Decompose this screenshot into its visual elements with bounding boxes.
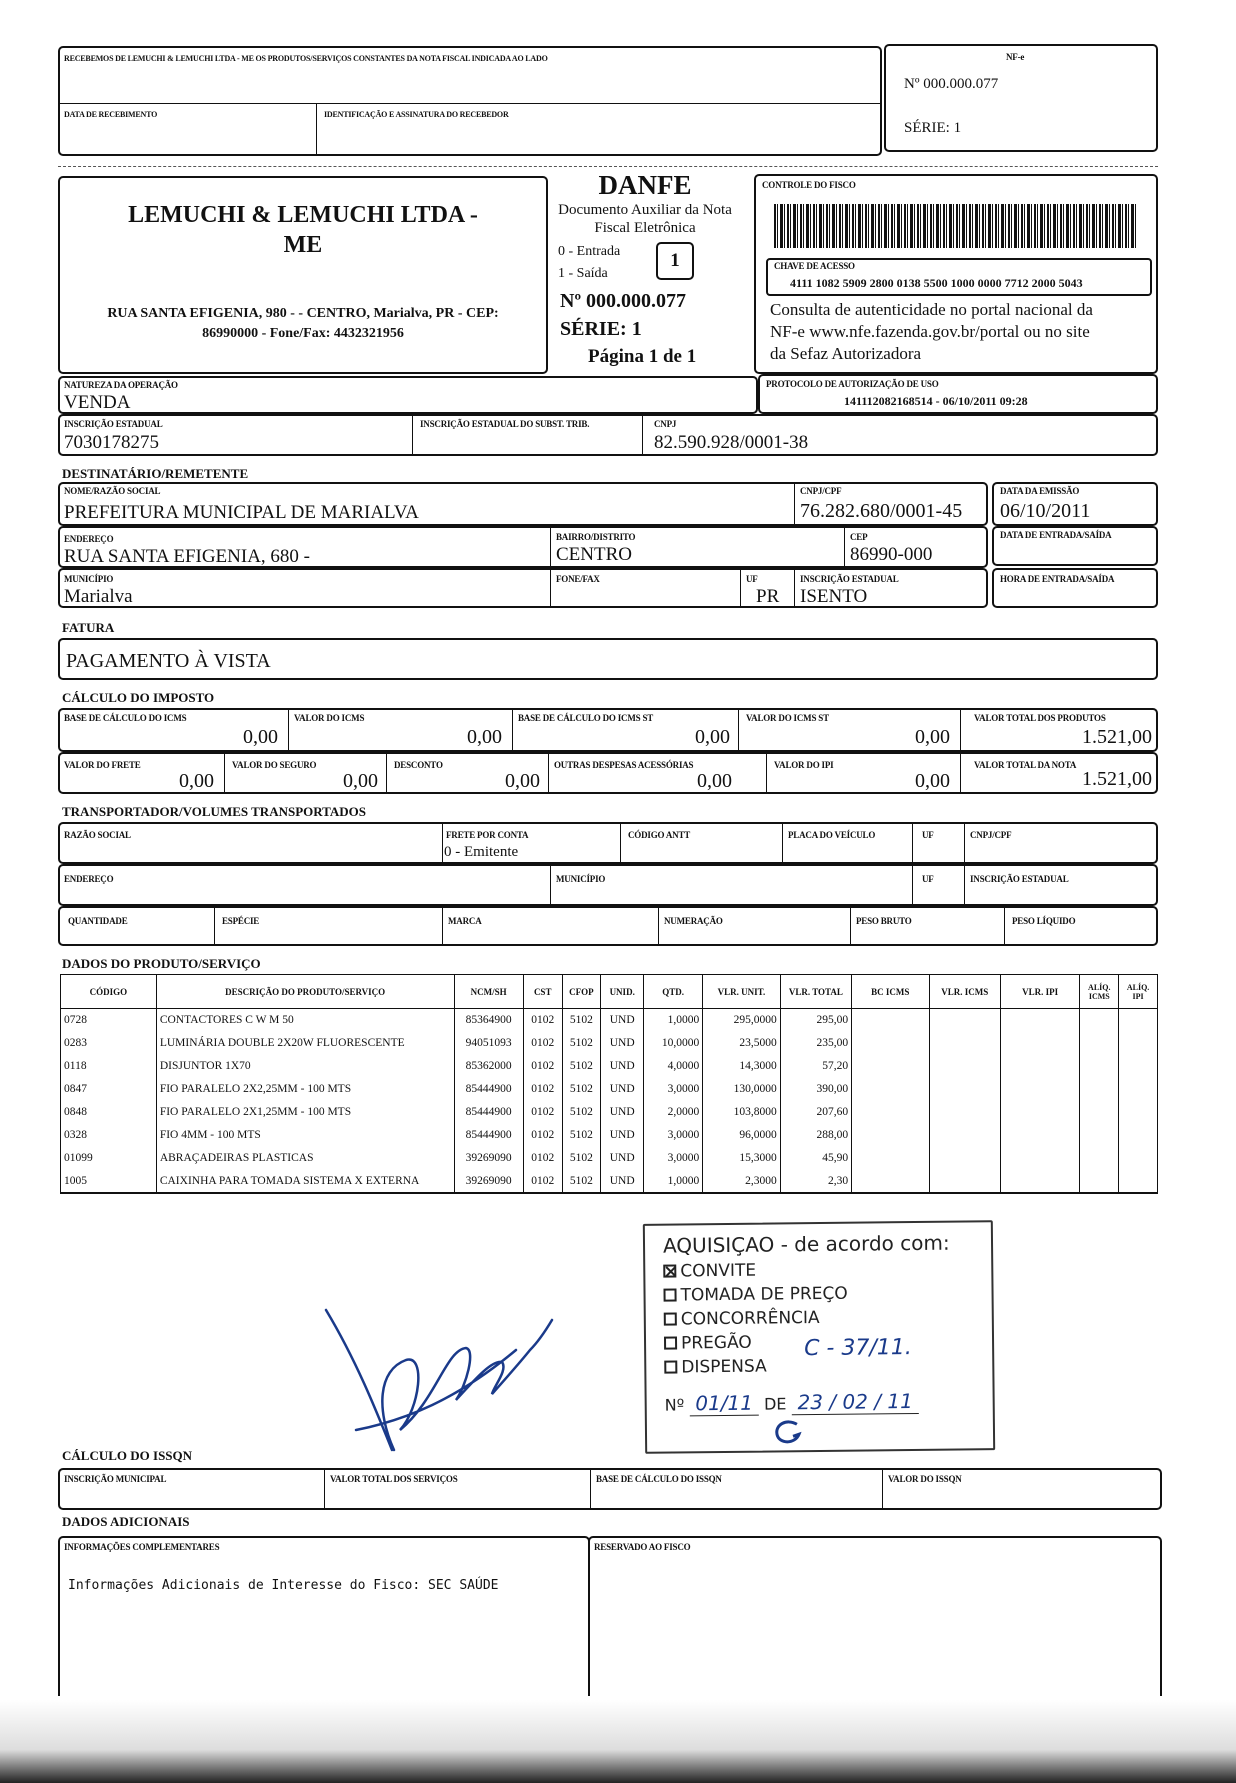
recipient-cep-label: CEP bbox=[850, 532, 868, 542]
checkbox-icon bbox=[664, 1360, 677, 1373]
receipt-stub bbox=[58, 46, 882, 156]
products-table bbox=[60, 974, 1158, 1194]
receipt-nfe-label: NF-e bbox=[1006, 52, 1025, 62]
receipt-nfe-box bbox=[884, 44, 1158, 152]
col-unit-price: VLR. UNIT. bbox=[703, 975, 780, 1009]
cell-unit: UND bbox=[601, 1170, 644, 1193]
cell-empty bbox=[929, 1170, 1000, 1193]
cell-empty bbox=[852, 1147, 929, 1170]
cell-total: 2,30 bbox=[780, 1170, 851, 1193]
cell-empty bbox=[929, 1124, 1000, 1147]
icms-st-label: VALOR DO ICMS ST bbox=[746, 713, 829, 723]
checkbox-icon bbox=[663, 1288, 676, 1301]
cell-total: 57,20 bbox=[780, 1055, 851, 1078]
base-st: 0,00 bbox=[695, 726, 730, 748]
issuer-name-line2: ME bbox=[283, 232, 323, 258]
products-header-row bbox=[61, 975, 1158, 1009]
transport-row2 bbox=[58, 864, 1158, 906]
cell-ncm: 85362000 bbox=[454, 1055, 523, 1078]
qty-label: QUANTIDADE bbox=[68, 916, 128, 926]
cell-total: 288,00 bbox=[780, 1124, 851, 1147]
nature-box bbox=[58, 376, 758, 414]
cell-qty: 10,0000 bbox=[644, 1032, 703, 1055]
nature-value: VENDA bbox=[64, 392, 131, 413]
base-icms: 0,00 bbox=[243, 726, 278, 748]
cell-qty: 1,0000 bbox=[644, 1009, 703, 1032]
issuer-address-line1: RUA SANTA EFIGENIA, 980 - - CENTRO, Marialva, PR - CEP: bbox=[107, 306, 499, 321]
cell-empty bbox=[929, 1055, 1000, 1078]
numbering-label: NUMERAÇÃO bbox=[664, 916, 723, 926]
base-icms-label: BASE DE CÁLCULO DO ICMS bbox=[64, 713, 187, 723]
freight-by-label: FRETE POR CONTA bbox=[446, 830, 529, 840]
recipient-name: PREFEITURA MUNICIPAL DE MARIALVA bbox=[64, 502, 419, 523]
discount: 0,00 bbox=[505, 770, 540, 792]
cell-qty: 1,0000 bbox=[644, 1170, 703, 1193]
recipient-name-label: NOME/RAZÃO SOCIAL bbox=[64, 486, 161, 496]
cell-empty bbox=[1119, 1101, 1158, 1124]
issuer-box bbox=[58, 176, 548, 374]
carrier-city-label: MUNICÍPIO bbox=[556, 874, 606, 884]
invoice-box bbox=[58, 638, 1158, 680]
nature-label: NATUREZA DA OPERAÇÃO bbox=[64, 380, 178, 390]
products-section-title: DADOS DO PRODUTO/SERVIÇO bbox=[62, 956, 261, 971]
table-row bbox=[61, 1170, 1158, 1193]
danfe-title-block bbox=[550, 170, 750, 376]
receipt-series: SÉRIE: 1 bbox=[904, 120, 962, 136]
cell-total: 45,90 bbox=[780, 1147, 851, 1170]
freight-by: 0 - Emitente bbox=[444, 844, 519, 860]
cell-cfop: 5102 bbox=[562, 1101, 601, 1124]
cell-unit: UND bbox=[601, 1032, 644, 1055]
total-label: VALOR TOTAL DA NOTA bbox=[974, 760, 1077, 770]
consult-line1: Consulta de autenticidade no portal nacional da bbox=[770, 300, 1093, 319]
cell-empty bbox=[852, 1170, 929, 1193]
cell-empty bbox=[1080, 1170, 1119, 1193]
recipient-issue-box bbox=[992, 482, 1158, 526]
products-total: 1.521,00 bbox=[1082, 726, 1152, 748]
fiscal-control-label: CONTROLE DO FISCO bbox=[762, 180, 856, 190]
barcode-image bbox=[774, 204, 1136, 248]
page-edge-shadow bbox=[0, 1700, 1236, 1783]
cell-unit-price: 130,0000 bbox=[703, 1078, 780, 1101]
cell-total: 295,00 bbox=[780, 1009, 851, 1032]
cell-total: 235,00 bbox=[780, 1032, 851, 1055]
issuer-name-line1: LEMUCHI & LEMUCHI LTDA - bbox=[128, 202, 478, 228]
checked-box-icon bbox=[663, 1264, 676, 1277]
stamp-option-convite: CONVITE bbox=[663, 1261, 756, 1282]
reserved-box bbox=[588, 1536, 1162, 1696]
recipient-phone-label: FONE/FAX bbox=[556, 574, 600, 584]
danfe-title: DANFE bbox=[598, 170, 692, 200]
brand-label: MARCA bbox=[448, 916, 482, 926]
stamp-title: AQUISIÇAO - de acordo com: bbox=[662, 1230, 950, 1258]
cell-unit: UND bbox=[601, 1009, 644, 1032]
recipient-city-label: MUNICÍPIO bbox=[64, 574, 114, 584]
protocol-value: 141112082168514 - 06/10/2011 09:28 bbox=[844, 394, 1028, 408]
cell-empty bbox=[1080, 1009, 1119, 1032]
carrier-uf-label: UF bbox=[922, 830, 934, 840]
cell-description: DISJUNTOR 1X70 bbox=[156, 1055, 454, 1078]
transport-row3 bbox=[58, 906, 1158, 946]
cell-cst: 0102 bbox=[523, 1078, 562, 1101]
cell-description: FIO PARALELO 2X2,25MM - 100 MTS bbox=[156, 1078, 454, 1101]
stamp-option-dispensa: DISPENSA bbox=[664, 1357, 767, 1378]
checkbox-icon bbox=[664, 1312, 677, 1325]
col-aliq-icms: ALÍQ. ICMS bbox=[1080, 975, 1119, 1009]
ie-value: 7030178275 bbox=[64, 432, 159, 453]
cell-empty bbox=[1119, 1078, 1158, 1101]
table-row bbox=[61, 1101, 1158, 1124]
cell-empty bbox=[929, 1147, 1000, 1170]
cell-empty bbox=[1000, 1078, 1080, 1101]
stamp-number-line: Nº 01/11 DE 23 / 02 / 11 bbox=[665, 1389, 919, 1416]
tax-row1 bbox=[58, 708, 1158, 752]
stamp-option-pregao: PREGÃO bbox=[664, 1333, 752, 1354]
cell-qty: 3,0000 bbox=[644, 1147, 703, 1170]
danfe-type-value: 1 bbox=[670, 250, 680, 271]
protocol-box bbox=[758, 374, 1158, 414]
cell-qty: 2,0000 bbox=[644, 1101, 703, 1124]
cell-empty bbox=[1119, 1055, 1158, 1078]
stamp-number: 01/11 bbox=[689, 1391, 759, 1417]
cell-cfop: 5102 bbox=[562, 1009, 601, 1032]
cell-cfop: 5102 bbox=[562, 1055, 601, 1078]
col-bc-icms: BC ICMS bbox=[852, 975, 929, 1009]
signature-mark bbox=[316, 1290, 556, 1460]
cell-total: 390,00 bbox=[780, 1078, 851, 1101]
total: 1.521,00 bbox=[1082, 768, 1152, 790]
insurance-label: VALOR DO SEGURO bbox=[232, 760, 317, 770]
cell-ncm: 39269090 bbox=[454, 1170, 523, 1193]
recipient-time-box bbox=[992, 568, 1158, 608]
issqn-base-label: BASE DE CÁLCULO DO ISSQN bbox=[596, 1474, 722, 1484]
cell-description: LUMINÁRIA DOUBLE 2X20W FLUORESCENTE bbox=[156, 1032, 454, 1055]
cell-description: FIO PARALELO 2X1,25MM - 100 MTS bbox=[156, 1101, 454, 1124]
cell-code: 01099 bbox=[61, 1147, 157, 1170]
recipient-entry-label: DATA DE ENTRADA/SAÍDA bbox=[1000, 530, 1112, 540]
cell-code: 0118 bbox=[61, 1055, 157, 1078]
table-row bbox=[61, 1032, 1158, 1055]
stamp-option-tomada: TOMADA DE PREÇO bbox=[663, 1284, 847, 1306]
col-unit: UNID. bbox=[601, 975, 644, 1009]
other-label: OUTRAS DESPESAS ACESSÓRIAS bbox=[554, 760, 694, 770]
cell-ncm: 39269090 bbox=[454, 1147, 523, 1170]
plate-label: PLACA DO VEÍCULO bbox=[788, 830, 876, 840]
services-label: VALOR TOTAL DOS SERVIÇOS bbox=[330, 1474, 458, 1484]
cell-unit: UND bbox=[601, 1101, 644, 1124]
cell-description: CAIXINHA PARA TOMADA SISTEMA X EXTERNA bbox=[156, 1170, 454, 1193]
cell-cst: 0102 bbox=[523, 1032, 562, 1055]
recipient-time-label: HORA DE ENTRADA/SAÍDA bbox=[1000, 574, 1115, 584]
danfe-series: SÉRIE: 1 bbox=[560, 318, 642, 340]
cell-empty bbox=[852, 1124, 929, 1147]
recipient-entry-box bbox=[992, 526, 1158, 566]
recipient-row2 bbox=[58, 526, 988, 568]
stamp-option-concorrencia: CONCORRÊNCIA bbox=[664, 1308, 820, 1330]
danfe-exit: 1 - Saída bbox=[558, 266, 608, 281]
stamp-initial-mark bbox=[769, 1416, 809, 1450]
info-label: INFORMAÇÕES COMPLEMENTARES bbox=[64, 1542, 220, 1552]
protocol-label: PROTOCOLO DE AUTORIZAÇÃO DE USO bbox=[766, 379, 939, 389]
stamp-date: 23 / 02 / 11 bbox=[791, 1389, 919, 1415]
cell-empty bbox=[929, 1101, 1000, 1124]
cell-empty bbox=[1119, 1124, 1158, 1147]
cell-cst: 0102 bbox=[523, 1124, 562, 1147]
invoice-text: PAGAMENTO À VISTA bbox=[66, 650, 271, 672]
carrier-address-label: ENDEREÇO bbox=[64, 874, 114, 884]
cell-cfop: 5102 bbox=[562, 1170, 601, 1193]
cell-code: 1005 bbox=[61, 1170, 157, 1193]
table-row bbox=[61, 1009, 1158, 1032]
col-cfop: CFOP bbox=[562, 975, 601, 1009]
recipient-cnpj: 76.282.680/0001-45 bbox=[800, 500, 963, 522]
products-label: VALOR TOTAL DOS PRODUTOS bbox=[974, 713, 1106, 723]
icms: 0,00 bbox=[467, 726, 502, 748]
cell-ncm: 85444900 bbox=[454, 1124, 523, 1147]
recipient-row3 bbox=[58, 568, 988, 608]
cell-empty bbox=[852, 1101, 929, 1124]
table-row bbox=[61, 1055, 1158, 1078]
col-total: VLR. TOTAL bbox=[780, 975, 851, 1009]
issuer-cnpj: 82.590.928/0001-38 bbox=[654, 432, 809, 453]
recipient-ie-label: INSCRIÇÃO ESTADUAL bbox=[800, 574, 899, 584]
cell-unit-price: 103,8000 bbox=[703, 1101, 780, 1124]
consult-line2: NF-e www.nfe.fazenda.gov.br/portal ou no site bbox=[770, 322, 1090, 341]
cell-unit-price: 2,3000 bbox=[703, 1170, 780, 1193]
cell-code: 0848 bbox=[61, 1101, 157, 1124]
access-key-label: CHAVE DE ACESSO bbox=[774, 261, 855, 271]
recipient-city: Marialva bbox=[64, 586, 133, 607]
recipient-cnpj-label: CNPJ/CPF bbox=[800, 486, 842, 496]
cell-cfop: 5102 bbox=[562, 1032, 601, 1055]
cell-unit: UND bbox=[601, 1078, 644, 1101]
cell-unit-price: 23,5000 bbox=[703, 1032, 780, 1055]
other: 0,00 bbox=[697, 770, 732, 792]
cell-empty bbox=[929, 1009, 1000, 1032]
danfe-subtitle-line1: Documento Auxiliar da Nota bbox=[558, 202, 732, 218]
cell-qty: 3,0000 bbox=[644, 1078, 703, 1101]
col-ncm: NCM/SH bbox=[454, 975, 523, 1009]
receipt-number: Nº 000.000.077 bbox=[904, 76, 999, 92]
cell-unit: UND bbox=[601, 1147, 644, 1170]
cell-empty bbox=[1119, 1147, 1158, 1170]
cell-unit-price: 14,3000 bbox=[703, 1055, 780, 1078]
tax-section-title: CÁLCULO DO IMPOSTO bbox=[62, 690, 215, 705]
cell-empty bbox=[1080, 1055, 1119, 1078]
freight-label: VALOR DO FRETE bbox=[64, 760, 141, 770]
cell-ncm: 85364900 bbox=[454, 1009, 523, 1032]
danfe-number: Nº 000.000.077 bbox=[560, 290, 687, 312]
cell-unit: UND bbox=[601, 1124, 644, 1147]
cell-empty bbox=[1000, 1032, 1080, 1055]
issqn-value-label: VALOR DO ISSQN bbox=[888, 1474, 962, 1484]
ipi-label: VALOR DO IPI bbox=[774, 760, 834, 770]
issqn-section-title: CÁLCULO DO ISSQN bbox=[62, 1448, 193, 1463]
cell-empty bbox=[1080, 1124, 1119, 1147]
cell-unit-price: 96,0000 bbox=[703, 1124, 780, 1147]
col-aliq-ipi: ALÍQ. IPI bbox=[1119, 975, 1158, 1009]
issuer-address-line2: 86990000 - Fone/Fax: 4432321956 bbox=[202, 326, 404, 341]
cell-empty bbox=[1000, 1009, 1080, 1032]
recipient-district: CENTRO bbox=[556, 544, 632, 565]
recipient-address: RUA SANTA EFIGENIA, 680 - bbox=[64, 546, 311, 567]
cell-unit-price: 295,0000 bbox=[703, 1009, 780, 1032]
carrier-cnpj-label: CNPJ/CPF bbox=[970, 830, 1012, 840]
danfe-type-box bbox=[656, 242, 694, 280]
cell-empty bbox=[1080, 1147, 1119, 1170]
cell-empty bbox=[1080, 1101, 1119, 1124]
consult-line3: da Sefaz Autorizadora bbox=[770, 344, 922, 363]
cell-code: 0728 bbox=[61, 1009, 157, 1032]
cell-description: FIO 4MM - 100 MTS bbox=[156, 1124, 454, 1147]
cell-empty bbox=[1000, 1170, 1080, 1193]
cell-description: ABRAÇADEIRAS PLASTICAS bbox=[156, 1147, 454, 1170]
cell-empty bbox=[1000, 1124, 1080, 1147]
stamp-handwritten-ref: C - 37/11. bbox=[803, 1335, 912, 1362]
access-key: 4111 1082 5909 2800 0138 5500 1000 0000 7712 2000 5043 bbox=[790, 276, 1083, 290]
carrier-name-label: RAZÃO SOCIAL bbox=[64, 830, 131, 840]
cell-empty bbox=[852, 1032, 929, 1055]
col-icms: VLR. ICMS bbox=[929, 975, 1000, 1009]
kind-label: ESPÉCIE bbox=[222, 916, 260, 926]
acquisition-stamp bbox=[643, 1220, 995, 1454]
cell-empty bbox=[1000, 1101, 1080, 1124]
transport-section-title: TRANSPORTADOR/VOLUMES TRANSPORTADOS bbox=[62, 804, 367, 819]
ipi: 0,00 bbox=[915, 770, 950, 792]
cell-empty bbox=[852, 1055, 929, 1078]
recipient-issue-date: 06/10/2011 bbox=[1000, 500, 1091, 522]
cell-description: CONTACTORES C W M 50 bbox=[156, 1009, 454, 1032]
reserved-label: RESERVADO AO FISCO bbox=[594, 1542, 691, 1552]
carrier-uf2-label: UF bbox=[922, 874, 934, 884]
cell-cfop: 5102 bbox=[562, 1124, 601, 1147]
cell-empty bbox=[1080, 1032, 1119, 1055]
receipt-date-label: DATA DE RECEBIMENTO bbox=[64, 110, 158, 119]
danfe-page: Página 1 de 1 bbox=[588, 346, 697, 367]
cell-empty bbox=[1000, 1147, 1080, 1170]
carrier-ie-label: INSCRIÇÃO ESTADUAL bbox=[970, 874, 1069, 884]
cell-code: 0847 bbox=[61, 1078, 157, 1101]
issuer-cnpj-label: CNPJ bbox=[654, 419, 677, 429]
cell-unit-price: 15,3000 bbox=[703, 1147, 780, 1170]
col-cst: CST bbox=[523, 975, 562, 1009]
icms-label: VALOR DO ICMS bbox=[294, 713, 365, 723]
col-qty: QTD. bbox=[644, 975, 703, 1009]
cell-cst: 0102 bbox=[523, 1147, 562, 1170]
receipt-statement: RECEBEMOS DE LEMUCHI & LEMUCHI LTDA - ME OS PRODUTOS/SERVIÇOS CONSTANTES DA NOTA FISCAL INDICADA AO LADO bbox=[64, 54, 548, 63]
recipient-district-label: BAIRRO/DISTRITO bbox=[556, 532, 636, 542]
cell-cst: 0102 bbox=[523, 1170, 562, 1193]
info-text: Informações Adicionais de Interesse do Fisco: SEC SAÚDE bbox=[68, 1578, 499, 1593]
cell-empty bbox=[1119, 1009, 1158, 1032]
recipient-uf-label: UF bbox=[746, 574, 758, 584]
cut-line bbox=[58, 166, 1158, 167]
recipient-uf: PR bbox=[756, 586, 780, 607]
cell-empty bbox=[852, 1009, 929, 1032]
base-st-label: BASE DE CÁLCULO DO ICMS ST bbox=[518, 713, 654, 723]
recipient-issue-label: DATA DA EMISSÃO bbox=[1000, 486, 1080, 496]
cell-cfop: 5102 bbox=[562, 1078, 601, 1101]
cell-qty: 4,0000 bbox=[644, 1055, 703, 1078]
danfe-entry: 0 - Entrada bbox=[558, 244, 621, 259]
cell-empty bbox=[1080, 1078, 1119, 1101]
recipient-ie: ISENTO bbox=[800, 586, 868, 607]
invoice-section-title: FATURA bbox=[62, 620, 115, 635]
cell-empty bbox=[1119, 1170, 1158, 1193]
cell-empty bbox=[1000, 1055, 1080, 1078]
antt-label: CÓDIGO ANTT bbox=[628, 830, 691, 840]
recipient-cep: 86990-000 bbox=[850, 544, 933, 565]
col-ipi: VLR. IPI bbox=[1000, 975, 1080, 1009]
recipient-address-label: ENDEREÇO bbox=[64, 534, 114, 544]
access-key-box bbox=[766, 258, 1152, 296]
fiscal-control-box bbox=[754, 174, 1158, 374]
recipient-section-title: DESTINATÁRIO/REMETENTE bbox=[62, 466, 249, 481]
col-code: CÓDIGO bbox=[61, 975, 157, 1009]
insurance: 0,00 bbox=[343, 770, 378, 792]
gross-label: PESO BRUTO bbox=[856, 916, 912, 926]
table-row bbox=[61, 1147, 1158, 1170]
freight: 0,00 bbox=[179, 770, 214, 792]
cell-empty bbox=[929, 1032, 1000, 1055]
cell-ncm: 85444900 bbox=[454, 1101, 523, 1124]
cell-cfop: 5102 bbox=[562, 1147, 601, 1170]
cell-empty bbox=[929, 1078, 1000, 1101]
additional-info-box bbox=[58, 1536, 590, 1696]
danfe-subtitle-line2: Fiscal Eletrônica bbox=[594, 220, 696, 236]
col-description: DESCRIÇÃO DO PRODUTO/SERVIÇO bbox=[156, 975, 454, 1009]
recipient-row1 bbox=[58, 482, 988, 526]
table-row bbox=[61, 1078, 1158, 1101]
cell-unit: UND bbox=[601, 1055, 644, 1078]
ie-st-label: INSCRIÇÃO ESTADUAL DO SUBST. TRIB. bbox=[420, 419, 590, 429]
cell-cst: 0102 bbox=[523, 1009, 562, 1032]
tax-row2 bbox=[58, 752, 1158, 794]
ie-row-box bbox=[58, 414, 1158, 456]
icms-st: 0,00 bbox=[915, 726, 950, 748]
cell-cst: 0102 bbox=[523, 1055, 562, 1078]
cell-qty: 3,0000 bbox=[644, 1124, 703, 1147]
discount-label: DESCONTO bbox=[394, 760, 443, 770]
net-label: PESO LÍQUIDO bbox=[1012, 916, 1076, 926]
cell-ncm: 94051093 bbox=[454, 1032, 523, 1055]
checkbox-icon bbox=[664, 1336, 677, 1349]
cell-total: 207,60 bbox=[780, 1101, 851, 1124]
cell-ncm: 85444900 bbox=[454, 1078, 523, 1101]
receipt-signature-label: IDENTIFICAÇÃO E ASSINATURA DO RECEBEDOR bbox=[324, 110, 509, 119]
cell-cst: 0102 bbox=[523, 1101, 562, 1124]
issqn-box bbox=[58, 1468, 1162, 1510]
transport-row1 bbox=[58, 822, 1158, 864]
cell-empty bbox=[852, 1078, 929, 1101]
cell-code: 0283 bbox=[61, 1032, 157, 1055]
table-row bbox=[61, 1124, 1158, 1147]
ie-label: INSCRIÇÃO ESTADUAL bbox=[64, 419, 163, 429]
cell-code: 0328 bbox=[61, 1124, 157, 1147]
additional-section-title: DADOS ADICIONAIS bbox=[62, 1514, 190, 1529]
cell-empty bbox=[1119, 1032, 1158, 1055]
municipal-label: INSCRIÇÃO MUNICIPAL bbox=[64, 1474, 167, 1484]
